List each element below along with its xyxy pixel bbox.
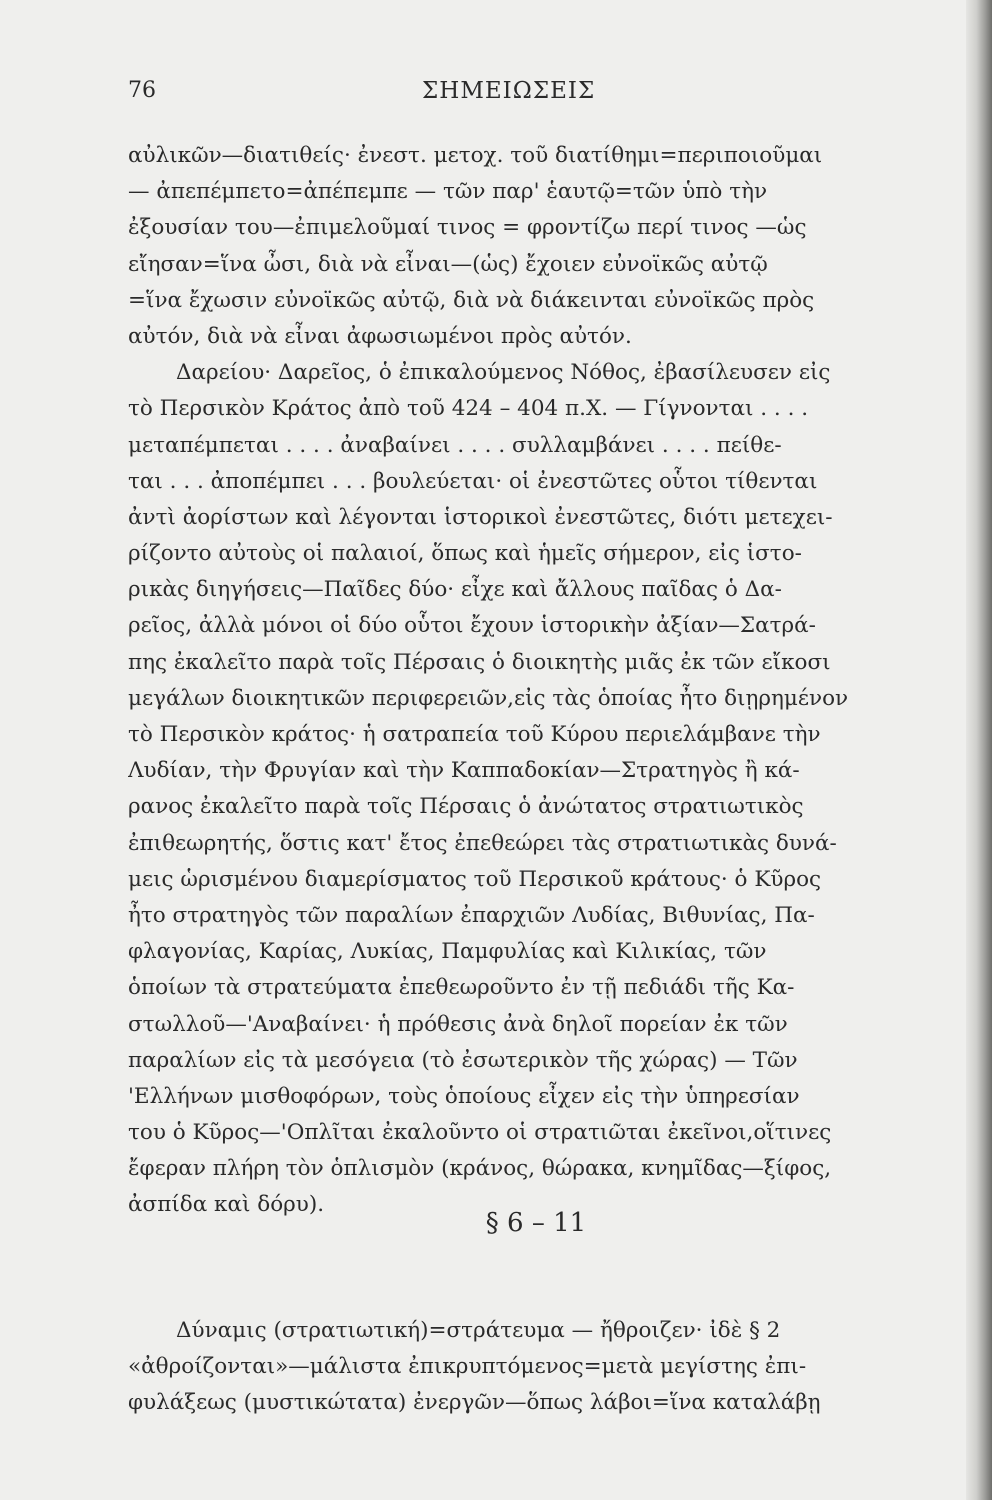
- text-line: μεις ὡρισμένου διαμερίσματος τοῦ Περσικοῦ κράτους· ὁ Κῦρος: [128, 866, 822, 892]
- text-line: τὸ Περσικὸν Κράτος ἀπὸ τοῦ 424 – 404 π.Χ. — Γίγνονται . . . .: [128, 396, 809, 422]
- text-line: ἦτο στρατηγὸς τῶν παραλίων ἐπαρχιῶν Λυδίας, Βιθυνίας, Πα-: [128, 902, 815, 928]
- text-line: ρανος ἐκαλεῖτο παρὰ τοῖς Πέρσαις ὁ ἀνώτατος στρατιωτικὸς: [128, 794, 804, 820]
- text-line: αὐτόν, διὰ νὰ εἶναι ἀφωσιωμένοι πρὸς αὐτόν.: [128, 323, 632, 349]
- text-line: ὁποίων τὰ στρατεύματα ἐπεθεωροῦντο ἐν τῇ πεδιάδι τῆς Κα-: [128, 975, 795, 1001]
- text-line: ρικὰς διηγήσεις—Παῖδες δύο· εἶχε καὶ ἄλλους παῖδας ὁ Δα-: [128, 577, 782, 603]
- section-text-block: [128, 1313, 926, 1422]
- text-line: ρίζοντο αὐτοὺς οἱ παλαιοί, ὅπως καὶ ἡμεῖς σήμερον, εἰς ἱστο-: [128, 541, 802, 567]
- running-head: ΣΗΜΕΙΩΣΕΙΣ: [422, 78, 596, 104]
- text-line: μεταπέμπεται . . . . ἀναβαίνει . . . . συλλαμβάνει . . . . πείθε-: [128, 432, 782, 458]
- text-line: αὐλικῶν—διατιθείς· ἐνεστ. μετοχ. τοῦ διατίθημι=περιποιοῦμαι: [128, 143, 823, 168]
- text-line: ἐπιθεωρητής, ὅστις κατ' ἔτος ἐπεθεώρει τὰς στρατιωτικὰς δυνά-: [128, 830, 837, 856]
- text-line: πης ἐκαλεῖτο παρὰ τοῖς Πέρσαις ὁ διοικητὴς μιᾶς ἐκ τῶν εἴκοσι: [128, 649, 831, 675]
- text-line: Δαρείου· Δαρεῖος, ὁ ἐπικαλούμενος Νόθος, ἐβασίλευσεν εἰς: [176, 360, 831, 386]
- page-number: 76: [128, 78, 156, 103]
- text-line: Δύναμις (στρατιωτική)=στράτευμα — ἤθροιζεν· ἰδὲ § 2: [176, 1318, 781, 1343]
- text-line: φλαγονίας, Καρίας, Λυκίας, Παμφυλίας καὶ Κιλικίας, τῶν: [128, 939, 767, 965]
- text-line: παραλίων εἰς τὰ μεσόγεια (τὸ ἐσωτερικὸν τῆς χώρας) — Τῶν: [128, 1047, 798, 1073]
- text-line: ἀσπίδα καὶ δόρυ).: [128, 1192, 325, 1218]
- text-line: φυλάξεως (μυστικώτατα) ἐνεργῶν—ὅπως λάβοι=ἵνα καταλάβῃ: [128, 1390, 821, 1416]
- text-line: εἴησαν=ἵνα ὦσι, διὰ νὰ εἶναι—(ὡς) ἔχοιεν εὐνοϊκῶς αὐτῷ: [128, 251, 768, 277]
- text-line: ἔφεραν πλήρη τὸν ὁπλισμὸν (κράνος, θώρακα, κνημῖδας—ξίφος,: [128, 1156, 832, 1182]
- page-header: [128, 78, 918, 118]
- text-line: τὸ Περσικὸν κράτος· ἡ σατραπεία τοῦ Κύρου περιελάμβανε τὴν: [128, 722, 821, 747]
- text-line: ρεῖος, ἀλλὰ μόνοι οἱ δύο οὗτοι ἔχουν ἱστορικὴν ἀξίαν—Σατρά-: [128, 613, 816, 639]
- text-line: 'Ελλήνων μισθοφόρων, τοὺς ὁποίους εἶχεν εἰς τὴν ὑπηρεσίαν: [128, 1083, 800, 1109]
- section-heading: § 6 – 11: [485, 1208, 587, 1238]
- page-edge-shadow: [966, 0, 992, 1500]
- notes-text-block: [128, 138, 926, 1224]
- text-line: ἐξουσίαν του—ἐπιμελοῦμαί τινος = φροντίζω περί τινος —ὡς: [128, 215, 807, 241]
- text-line: μεγάλων διοικητικῶν περιφερειῶν,εἰς τὰς ὁποίας ἦτο διῃρημένον: [128, 685, 849, 711]
- text-line: =ἵνα ἔχωσιν εὐνοϊκῶς αὐτῷ, διὰ νὰ διάκεινται εὐνοϊκῶς πρὸς: [128, 287, 815, 313]
- text-line: στωλλοῦ—'Αναβαίνει· ἡ πρόθεσις ἀνὰ δηλοῖ πορείαν ἐκ τῶν: [128, 1011, 788, 1037]
- text-line: του ὁ Κῦρος—'Οπλῖται ἐκαλοῦντο οἱ στρατιῶται ἐκεῖνοι,οἵτινες: [128, 1120, 832, 1146]
- text-line: «ἀθροίζονται»—μάλιστα ἐπικρυπτόμενος=μετὰ μεγίστης ἐπι-: [128, 1354, 807, 1380]
- text-line: ἀντὶ ἀορίστων καὶ λέγονται ἱστορικοὶ ἐνεστῶτες, διότι μετεχει-: [128, 504, 833, 530]
- text-line: ται . . . ἀποπέμπει . . . βουλεύεται· οἱ ἐνεστῶτες οὗτοι τίθενται: [128, 468, 818, 494]
- text-line: — ἀπεπέμπετο=ἀπέπεμπε — τῶν παρ' ἑαυτῷ=τῶν ὑπὸ τὴν: [128, 179, 768, 205]
- text-line: Λυδίαν, τὴν Φρυγίαν καὶ τὴν Καππαδοκίαν—Στρατηγὸς ἢ κά-: [128, 758, 800, 784]
